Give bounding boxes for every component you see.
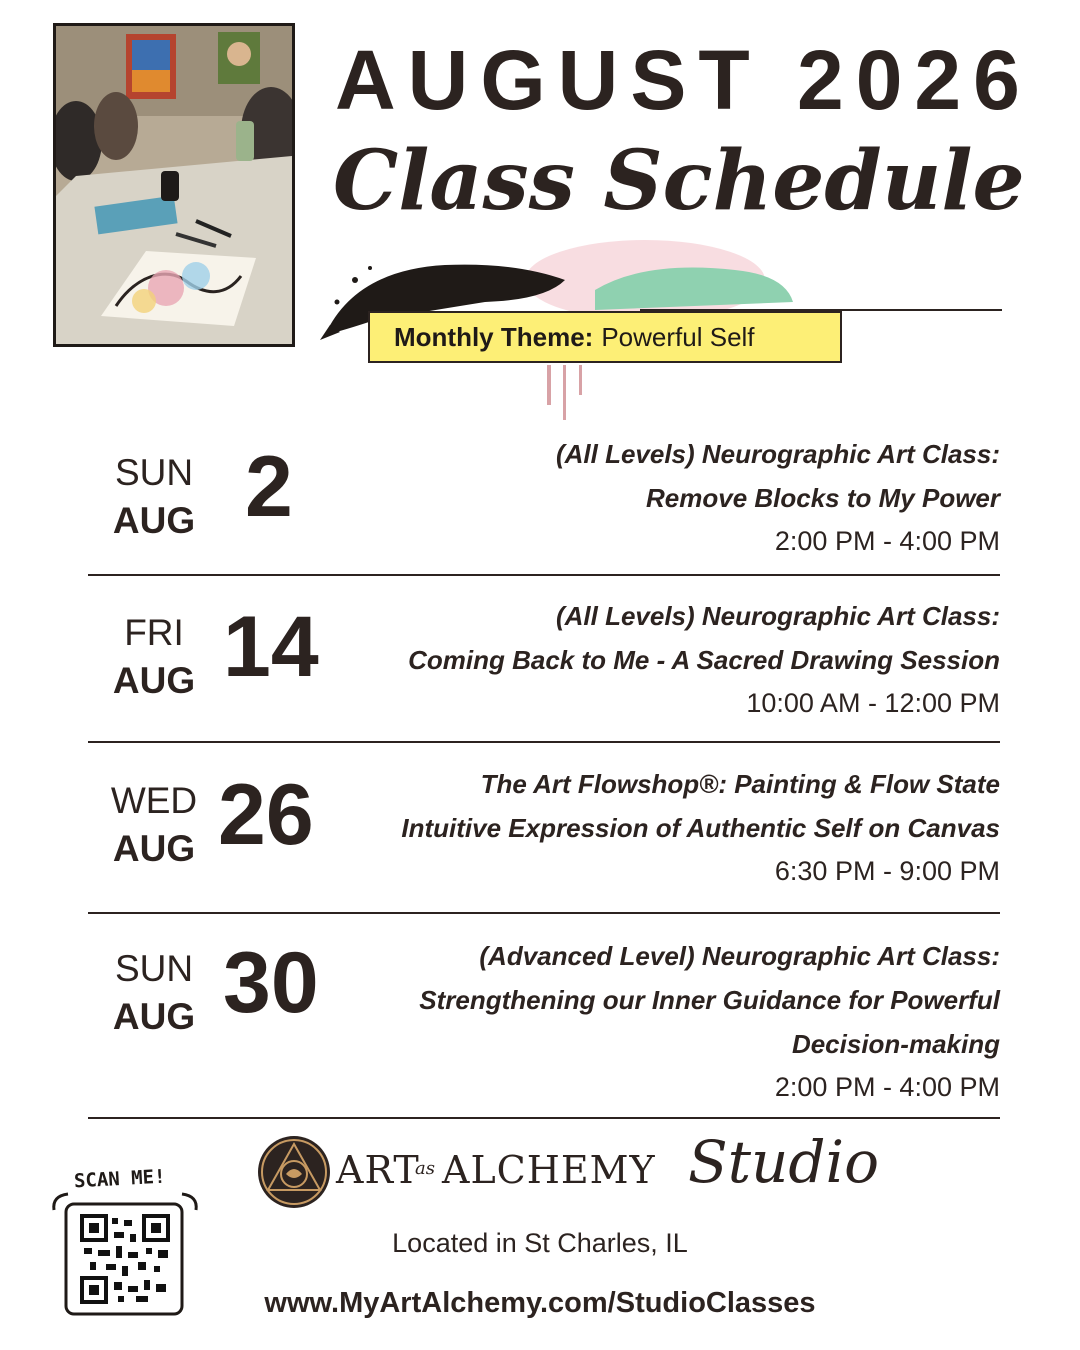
- theme-value: Powerful Self: [601, 321, 755, 352]
- event-weekday: SUN: [114, 948, 194, 989]
- brand-name-alchemy: ALCHEMY: [442, 1148, 656, 1192]
- event-title-line: Remove Blocks to My Power: [646, 483, 1000, 513]
- event-time: 6:30 PM - 9:00 PM: [774, 856, 1000, 886]
- event-time: 10:00 AM - 12:00 PM: [746, 688, 1000, 718]
- event-title-line: Intuitive Expression of Authentic Self on Canvas: [401, 813, 1000, 843]
- brand-logo: [256, 1134, 332, 1215]
- event-divider: [88, 741, 1000, 743]
- event-weekday: SUN: [114, 452, 194, 493]
- event-title-line: Coming Back to Me - A Sacred Drawing Session: [408, 645, 1000, 675]
- event-divider: [88, 1117, 1000, 1119]
- event-title-line: Decision-making: [791, 1029, 1000, 1059]
- event-weekday: FRI: [124, 612, 184, 653]
- theme-label: Monthly Theme:: [394, 321, 594, 352]
- event-month: AUG: [112, 660, 196, 701]
- event-time: 2:00 PM - 4:00 PM: [774, 526, 1000, 556]
- event-weekday: WED: [110, 780, 198, 821]
- class-photo: [53, 23, 295, 347]
- art-class-photo: [56, 26, 292, 344]
- event-time: 2:00 PM - 4:00 PM: [774, 1072, 1000, 1102]
- event-day: 14: [223, 599, 319, 695]
- event-title-line: Strengthening our Inner Guidance for Powerful: [419, 985, 1000, 1015]
- event-day: 26: [218, 767, 314, 863]
- event-month: AUG: [112, 828, 196, 869]
- event-row: [88, 935, 1000, 1110]
- event-row: [88, 440, 1000, 570]
- event-title-line: (All Levels) Neurographic Art Class:: [555, 439, 1000, 469]
- event-month: AUG: [112, 996, 196, 1037]
- brand-name-as: as: [415, 1158, 435, 1179]
- event-row: [88, 600, 1000, 730]
- page-subtitle: Class Schedule: [333, 133, 1025, 229]
- website-link[interactable]: www.MyArtAlchemy.com/StudioClasses: [264, 1287, 816, 1319]
- event-divider: [88, 574, 1000, 576]
- brand-name-studio: Studio: [688, 1128, 879, 1196]
- event-title-line: (All Levels) Neurographic Art Class:: [555, 601, 1000, 631]
- alchemy-triangle-logo-icon: [256, 1134, 332, 1210]
- studio-location: Located in St Charles, IL: [392, 1228, 688, 1258]
- event-day: 2: [245, 439, 293, 535]
- qr-label: SCAN ME!: [73, 1165, 167, 1193]
- event-row: [88, 768, 1000, 898]
- event-day: 30: [223, 935, 319, 1031]
- brand-name-art: ART: [336, 1148, 420, 1192]
- event-title-line: The Art Flowshop®: Painting & Flow State: [480, 769, 1000, 799]
- monthly-theme-box: [368, 311, 842, 363]
- page-title: AUGUST 2026: [335, 33, 1032, 127]
- event-title-line: (Advanced Level) Neurographic Art Class:: [479, 941, 1000, 971]
- event-month: AUG: [112, 500, 196, 541]
- event-divider: [88, 912, 1000, 914]
